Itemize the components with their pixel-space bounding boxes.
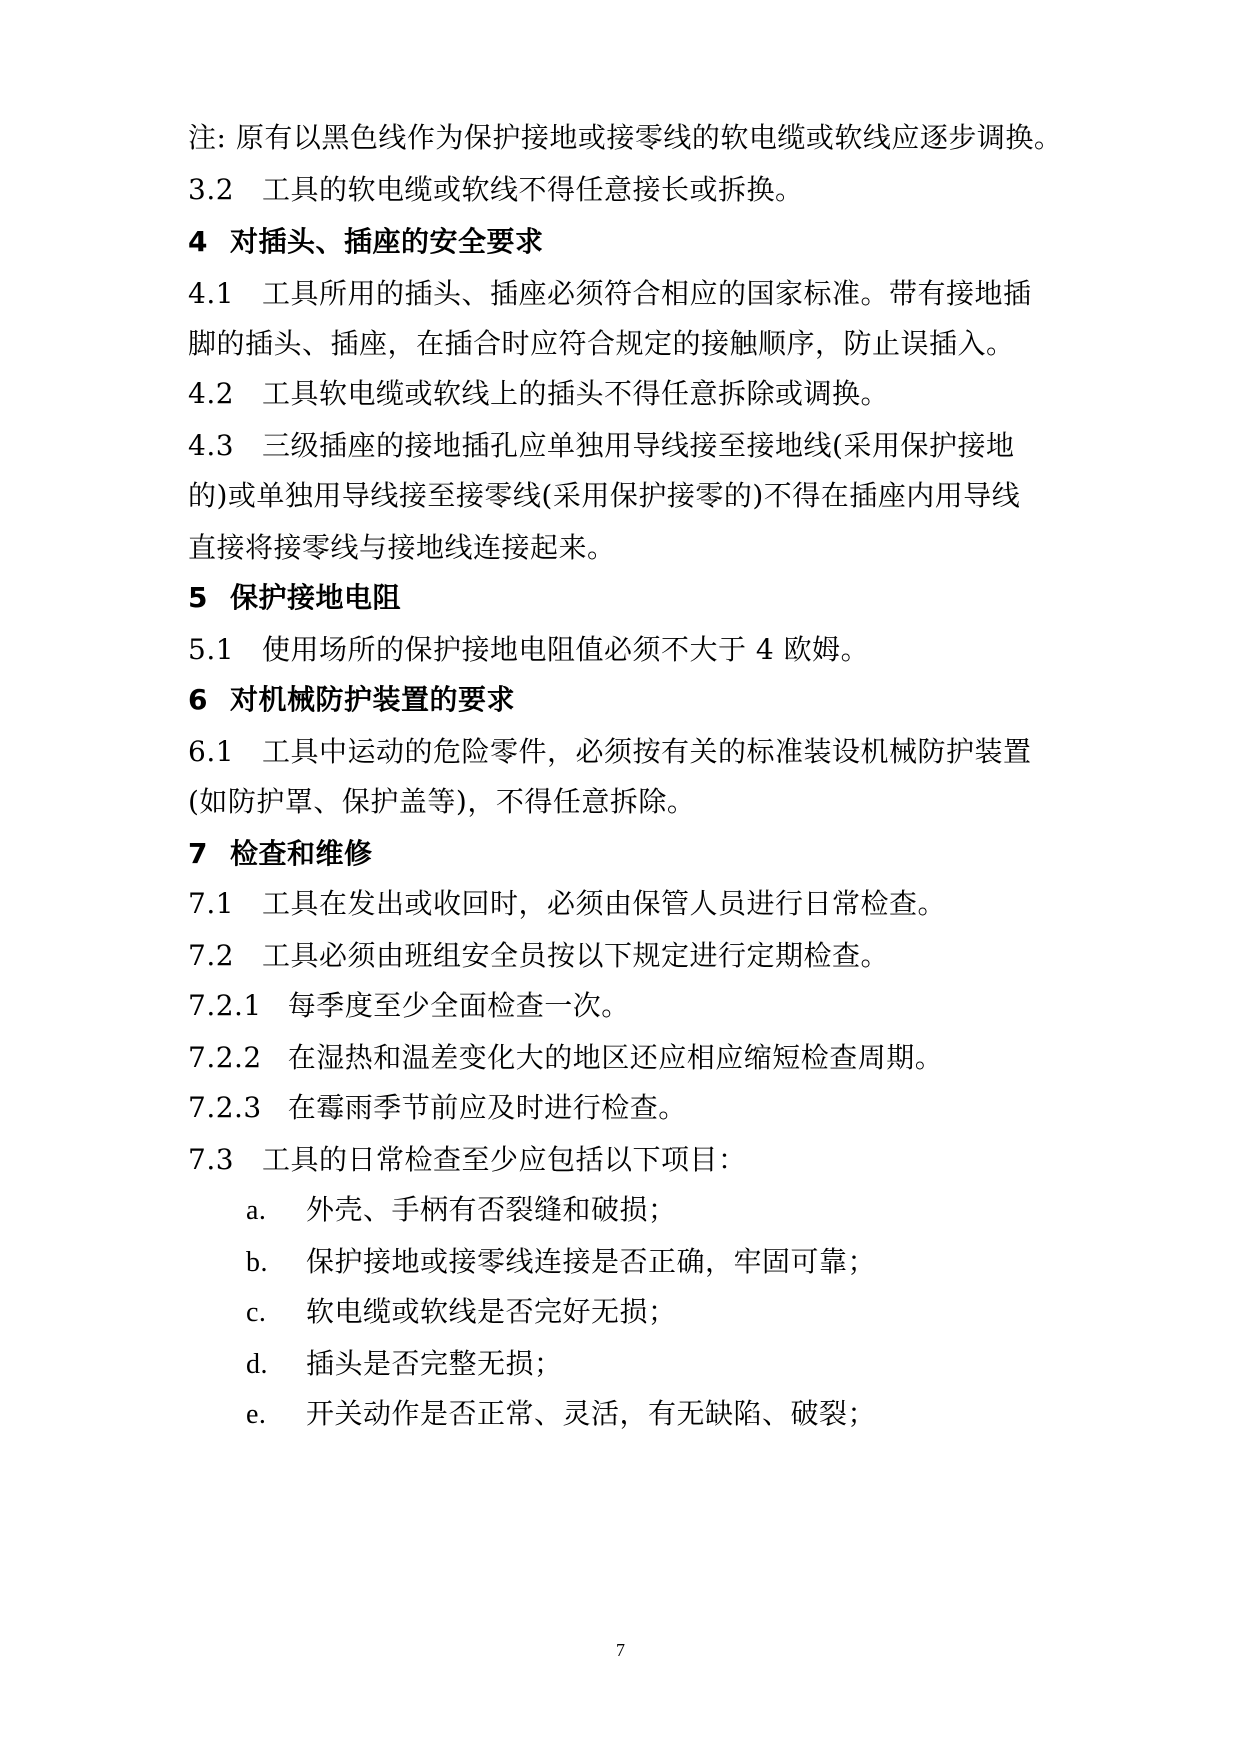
clause-number: 4.1 (188, 277, 235, 310)
section-title: 对机械防护装置的要求 (229, 683, 515, 716)
section-number: 7 (188, 837, 208, 870)
list-item (246, 1244, 876, 1281)
section-heading-6 (188, 682, 515, 718)
section-number: 6 (188, 683, 208, 716)
clause-text: 工具的日常检查至少应包括以下项目： (262, 1143, 747, 1176)
clause-4-2 (188, 376, 889, 412)
clause-7-2-3 (188, 1090, 687, 1126)
clause-number: 7.3 (188, 1143, 235, 1176)
clause-number: 7.1 (188, 887, 235, 920)
clause-text: 脚的插头、插座，在插合时应符合规定的接触顺序，防止误插入。 (188, 327, 1015, 360)
clause-4-3-continuation (188, 530, 616, 566)
clause-7-2 (188, 938, 889, 974)
clause-text: 每季度至少全面检查一次。 (287, 989, 630, 1022)
clause-5-1 (188, 632, 869, 668)
clause-number: 6.1 (188, 735, 235, 768)
clause-number: 7.2 (188, 939, 235, 972)
clause-4-3-continuation (188, 478, 1020, 514)
section-number: 5 (188, 581, 208, 614)
clause-3-2 (188, 172, 804, 208)
list-item (246, 1346, 563, 1383)
clause-text: 的)或单独用导线接至接零线(采用保护接零的)不得在插座内用导线 (188, 479, 1021, 512)
clause-text: 工具软电缆或软线上的插头不得任意拆除或调换。 (262, 377, 890, 410)
list-item (246, 1294, 677, 1331)
clause-number: 4.2 (188, 377, 235, 410)
list-item-letter: a. (246, 1195, 267, 1226)
list-item-letter: c. (246, 1297, 267, 1328)
clause-text: 工具中运动的危险零件，必须按有关的标准装设机械防护装置 (262, 735, 1032, 768)
list-item-letter: b. (246, 1247, 268, 1278)
clause-text: 在霉雨季节前应及时进行检查。 (287, 1091, 687, 1124)
clause-4-1 (188, 276, 1032, 312)
list-item-text: 开关动作是否正常、灵活，有无缺陷、破裂； (306, 1397, 877, 1430)
section-title: 检查和维修 (229, 837, 373, 870)
clause-4-1-continuation (188, 326, 1015, 362)
note-paragraph (188, 120, 1062, 156)
clause-number: 7.2.1 (188, 989, 262, 1022)
clause-number: 3.2 (188, 173, 235, 206)
clause-text: 工具所用的插头、插座必须符合相应的国家标准。带有接地插 (262, 277, 1032, 310)
clause-text: 直接将接零线与接地线连接起来。 (188, 531, 616, 564)
clause-6-1 (188, 734, 1032, 770)
clause-4-3 (188, 428, 1014, 464)
clause-number: 4.3 (188, 429, 235, 462)
clause-number: 7.2.3 (188, 1091, 262, 1124)
list-item-text: 外壳、手柄有否裂缝和破损； (306, 1193, 677, 1226)
clause-text: (如防护罩、保护盖等)，不得任意拆除。 (188, 785, 696, 818)
clause-6-1-continuation (188, 784, 695, 820)
section-title: 对插头、插座的安全要求 (229, 225, 544, 258)
clause-number: 5.1 (188, 633, 235, 666)
list-item-text: 保护接地或接零线连接是否正确，牢固可靠； (306, 1245, 877, 1278)
list-item-text: 软电缆或软线是否完好无损； (306, 1295, 677, 1328)
clause-text: 三级插座的接地插孔应单独用导线接至接地线(采用保护接地 (262, 429, 1015, 462)
section-heading-5 (188, 580, 401, 616)
section-title: 保护接地电阻 (229, 581, 401, 614)
clause-7-2-1 (188, 988, 630, 1024)
clause-text: 使用场所的保护接地电阻值必须不大于 4 欧姆。 (262, 633, 870, 666)
list-item (246, 1396, 876, 1433)
list-item (246, 1192, 677, 1229)
page-number: 7 (616, 1640, 625, 1660)
section-heading-7 (188, 836, 373, 872)
clause-7-1 (188, 886, 946, 922)
clause-7-2-2 (188, 1040, 943, 1076)
list-item-letter: e. (246, 1399, 267, 1430)
section-number: 4 (188, 225, 208, 258)
clause-text: 工具必须由班组安全员按以下规定进行定期检查。 (262, 939, 890, 972)
list-item-text: 插头是否完整无损； (306, 1347, 563, 1380)
clause-text: 工具的软电缆或软线不得任意接长或拆换。 (262, 173, 804, 206)
note-text: 注: 原有以黑色线作为保护接地或接零线的软电缆或软线应逐步调换。 (188, 121, 1063, 154)
clause-number: 7.2.2 (188, 1041, 262, 1074)
clause-text: 在湿热和温差变化大的地区还应相应缩短检查周期。 (287, 1041, 944, 1074)
list-item-letter: d. (246, 1349, 268, 1380)
section-heading-4 (188, 224, 544, 260)
clause-7-3 (188, 1142, 747, 1178)
clause-text: 工具在发出或收回时，必须由保管人员进行日常检查。 (262, 887, 947, 920)
